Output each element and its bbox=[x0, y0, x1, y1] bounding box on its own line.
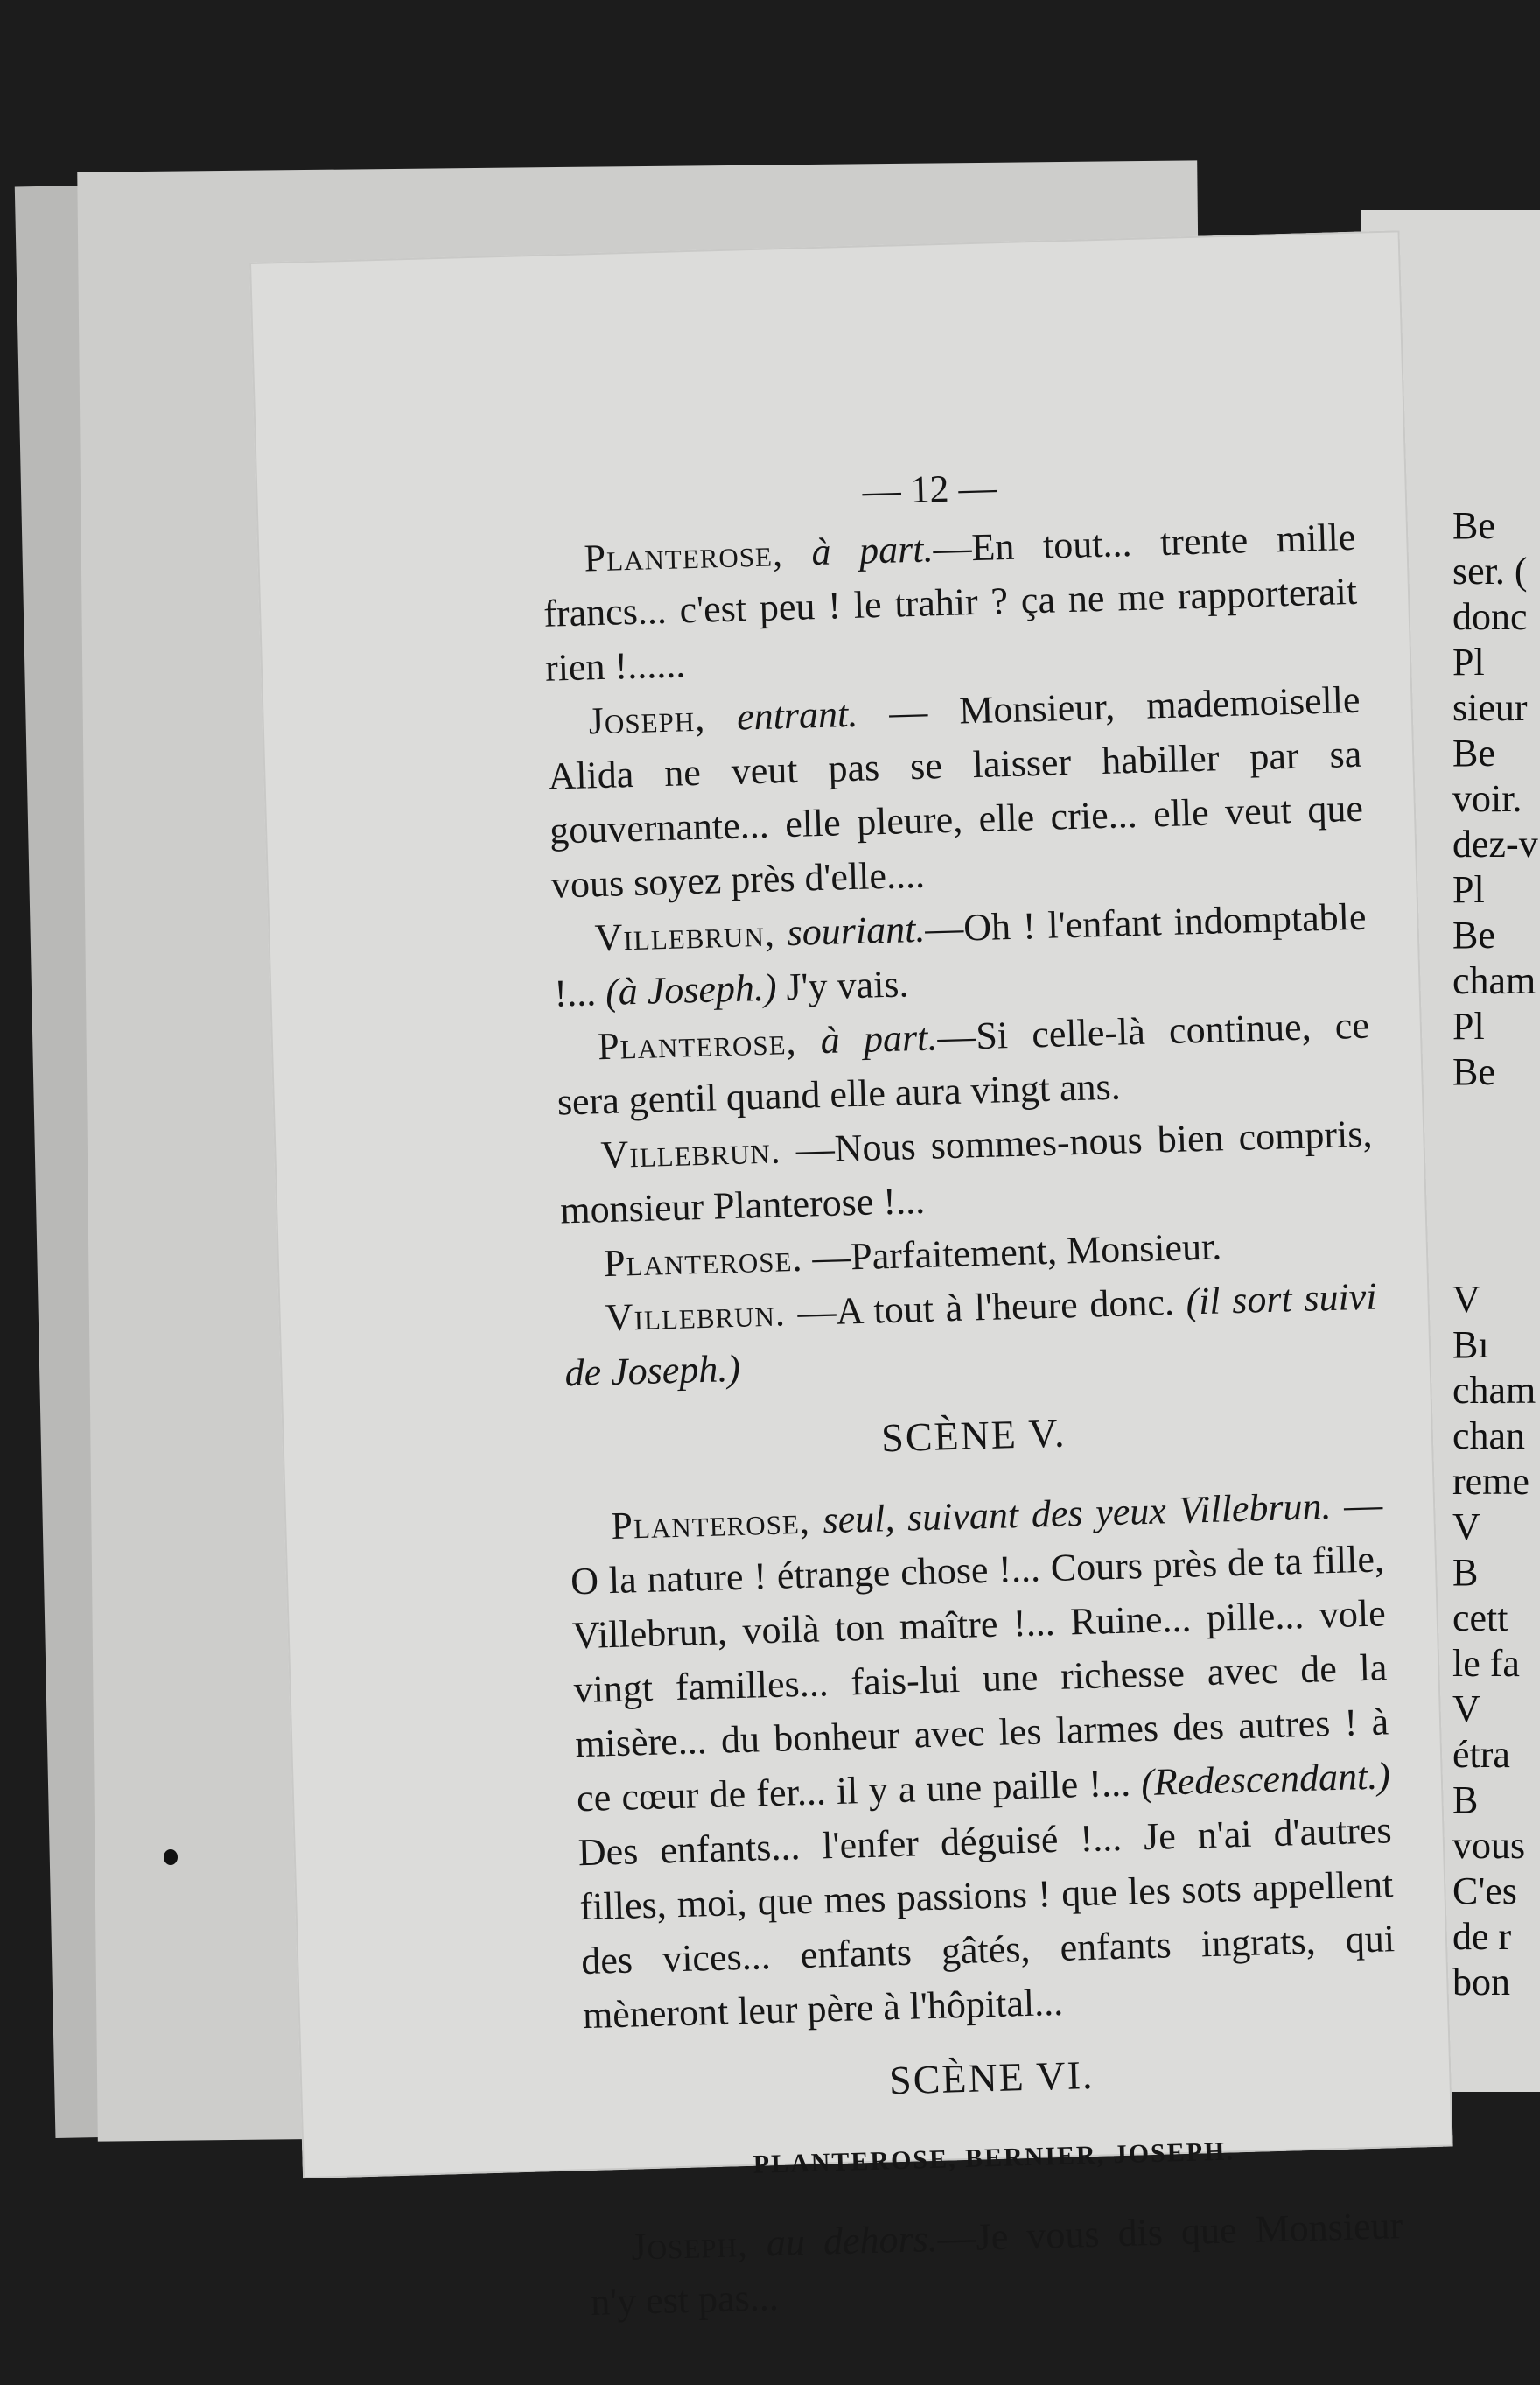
facing-page-fragment: bon bbox=[1452, 1961, 1510, 2003]
stage-direction: à part. bbox=[810, 527, 934, 574]
facing-page-fragment: cham bbox=[1452, 1369, 1536, 1412]
dialogue-text: J'y vais. bbox=[775, 962, 910, 1009]
facing-page-fragment: Be bbox=[1452, 732, 1495, 775]
dialogue-paragraph bbox=[542, 510, 1360, 696]
facing-page-fragment: Bı bbox=[1452, 1323, 1489, 1366]
facing-page-fragment: V bbox=[1452, 1505, 1480, 1548]
facing-page-fragment: B bbox=[1452, 1551, 1479, 1594]
dialogue-text: Des enfants... l'enfer déguisé !... Je n'ai d'autres filles, moi, que mes passions ! que les sots appellent des vices... enfants gâtés, enfants ingrats, qui mèneront leur père à l'hôpital... bbox=[578, 1808, 1396, 2038]
facing-page-fragment: B bbox=[1452, 1778, 1479, 1821]
speaker-name: Villebrun. bbox=[605, 1291, 787, 1340]
ink-spot bbox=[164, 1849, 178, 1865]
speaker-name: Villebrun, bbox=[594, 911, 776, 960]
dialogue-text: —Oh ! l'enfant indomptable !... bbox=[553, 894, 1368, 1015]
dialogue-paragraph bbox=[563, 1269, 1379, 1400]
speaker-name: Planterose, bbox=[597, 1019, 798, 1069]
stage-direction: à part. bbox=[820, 1015, 939, 1063]
facing-page-fragment bbox=[1452, 1140, 1540, 1186]
stage-direction: seul, suivant des yeux Villebrun. bbox=[822, 1484, 1333, 1542]
dialogue-text: — Monsieur, mademoiselle Alida ne veut pas se laisser habiller par sa gouvernante... elle pleure, elle crie... elle veut que vous soyez près d'elle.... bbox=[547, 677, 1364, 907]
facing-page-fragment: voir. bbox=[1452, 777, 1522, 820]
facing-page-fragment: sieur bbox=[1452, 686, 1528, 729]
dialogue-text: —A tout à l'heure donc. bbox=[796, 1280, 1187, 1334]
facing-page-fragment: donc bbox=[1452, 595, 1528, 638]
stage-direction: au dehors. bbox=[766, 2216, 939, 2265]
facing-page-fragment: V bbox=[1452, 1687, 1480, 1730]
facing-page-fragment: Pl bbox=[1452, 868, 1485, 911]
dialogue-text: —Nous sommes-nous bien compris, monsieur Planterose !... bbox=[559, 1112, 1373, 1232]
facing-page-fragment: Be bbox=[1452, 504, 1495, 547]
facing-page-fragment: V bbox=[1452, 1278, 1480, 1321]
facing-page-fragment bbox=[1452, 1231, 1540, 1277]
facing-page-fragment bbox=[1452, 1186, 1540, 1231]
facing-page-fragment: chan bbox=[1452, 1414, 1526, 1457]
facing-page-fragment: Pl bbox=[1452, 641, 1485, 684]
facing-page-fragment: dez-v bbox=[1452, 823, 1538, 866]
speaker-name: Joseph, bbox=[630, 2221, 749, 2269]
page-text bbox=[540, 451, 1405, 2330]
facing-page-fragment: le fa bbox=[1452, 1642, 1520, 1685]
dialogue-text: —En tout... trente mille francs... c'est peu ! le trahir ? ça ne me rapporterait rien !...... bbox=[542, 515, 1358, 690]
facing-page-fragment: ser. ( bbox=[1452, 550, 1528, 593]
facing-page-fragment: étra bbox=[1452, 1733, 1510, 1776]
stage-direction: souriant. bbox=[786, 907, 926, 955]
dialogue-text: —Si celle-là continue, ce sera gentil quand elle aura vingt ans. bbox=[556, 1003, 1370, 1124]
stage-direction: (à Joseph.) bbox=[605, 965, 778, 1014]
stage-direction: entrant. bbox=[736, 691, 858, 739]
speaker-name: Villebrun. bbox=[599, 1128, 782, 1177]
speaker-name: Planterose, bbox=[583, 531, 784, 580]
facing-page-fragment bbox=[1452, 1095, 1540, 1140]
dialogue-paragraph bbox=[569, 1477, 1397, 2043]
facing-page-fragment: reme bbox=[1452, 1460, 1530, 1503]
facing-page-fragment: Be bbox=[1452, 1050, 1495, 1093]
scene-cast-list: PLANTEROSE, BERNIER, JOSEPH. bbox=[752, 2136, 1236, 2179]
speaker-name: Joseph, bbox=[588, 696, 706, 743]
page-number: — 12 — bbox=[861, 466, 998, 513]
speaker-name: Planterose, bbox=[610, 1498, 811, 1548]
stage-direction: (Redescendant.) bbox=[1140, 1754, 1391, 1805]
dialogue-text: —Parfaitement, Monsieur. bbox=[811, 1224, 1222, 1280]
dialogue-paragraph bbox=[546, 673, 1366, 913]
facing-page-fragment: de r bbox=[1452, 1915, 1512, 1958]
dialogue-paragraph bbox=[589, 2199, 1405, 2330]
facing-page-fragment: cett bbox=[1452, 1596, 1508, 1639]
book-page bbox=[249, 230, 1453, 2325]
stage-direction: (il sort suivi de Joseph.) bbox=[564, 1274, 1378, 1395]
speaker-name: Planterose. bbox=[603, 1236, 803, 1286]
scene-heading: SCÈNE V. bbox=[880, 1410, 1067, 1461]
facing-page-fragment: vous bbox=[1452, 1824, 1526, 1867]
dialogue-text: —O la nature ! étrange chose !... Cours près de ta fille, Villebrun, voilà ton maître !... Ruine... pille... vole vingt familles... fais-lui une richesse avec de la misère... du bonheur avec les larmes des autres ! à ce cœur de fer... il y a une paille !... bbox=[570, 1483, 1390, 1820]
facing-page-fragment: Pl bbox=[1452, 1005, 1485, 1048]
facing-page-fragment: Be bbox=[1452, 914, 1495, 957]
scene-heading: SCÈNE VI. bbox=[888, 2052, 1096, 2103]
facing-page-fragment: C'es bbox=[1452, 1869, 1517, 1912]
dialogue-text: —Je vous dis que Monsieur n'y est pas... bbox=[590, 2204, 1404, 2325]
facing-page-fragment: cham bbox=[1452, 959, 1536, 1002]
dialogue-block bbox=[542, 510, 1379, 1401]
